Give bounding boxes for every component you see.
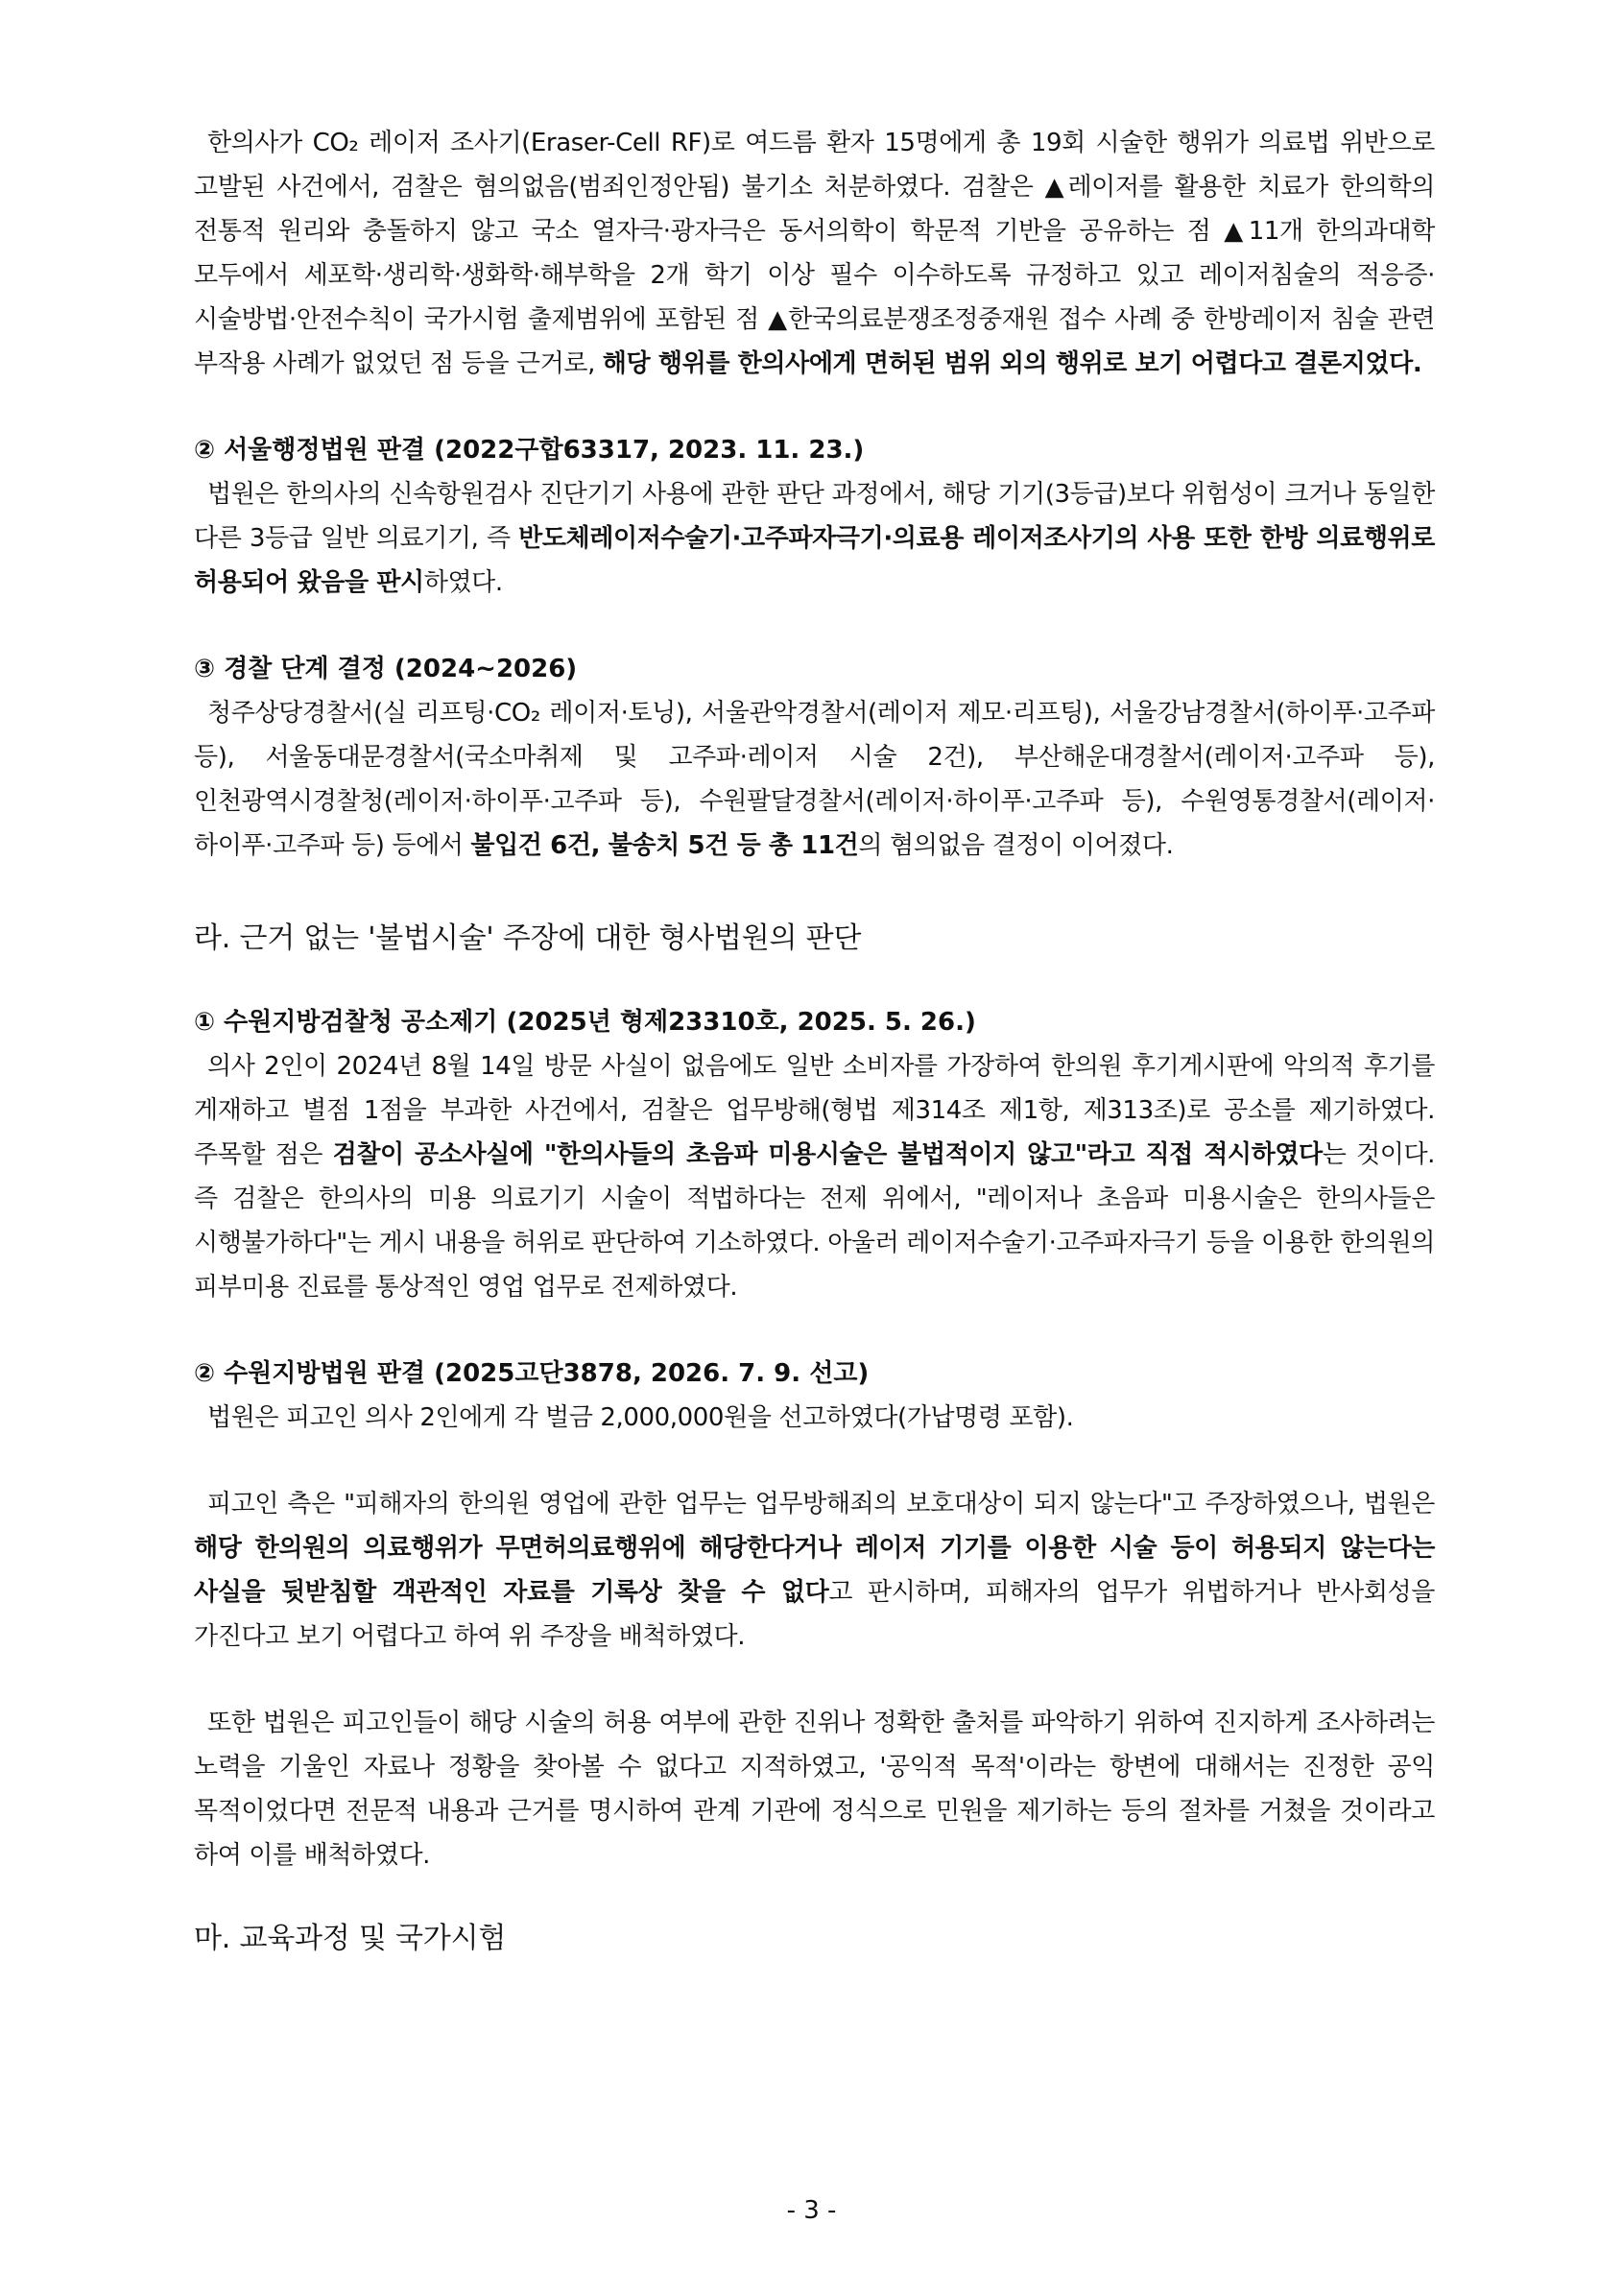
paragraph-text: 피고인 측은 "피해자의 한의원 영업에 관한 업무는 업무방해죄의 보호대상이 되지 않는다"고 주장하였으나, 법원은 — [207, 1490, 1435, 1519]
paragraph-text: 의 혐의없음 결정이 이어졌다. — [858, 831, 1174, 860]
subsection-suwon-prosecution — [194, 1000, 1435, 1309]
paragraph-emphasis: 불입건 6건, 불송치 5건 등 총 11건 — [470, 831, 859, 860]
paragraph-emphasis: 반도체레이저수술기·고주파자극기·의료용 레이저조사기의 사용 또한 한방 의료행위로 허용되어 왔음을 판시 — [194, 524, 1435, 597]
subsection-police-decisions — [194, 647, 1435, 868]
paragraph-text: 의사 2인이 2024년 8월 14일 방문 사실이 없음에도 일반 소비자를 가장하여 한의원 후기게시판에 악의적 후기를 게재하고 별점 1점을 부과한 사건에서, 검찰은 업무방해(형법 제314조 제1항, 제313조)로 공소를 제기하였다. 주목할 점은 — [194, 1052, 1435, 1169]
subsection-paragraph — [194, 1044, 1435, 1309]
subsection-heading: ③ 경찰 단계 결정 (2024~2026) — [194, 655, 578, 683]
subsection-seoul-admin-court — [194, 428, 1435, 605]
paragraph-text: 는 것이다. 즉 검찰은 한의사의 미용 의료기기 시술이 적법하다는 전제 위에서, "레이저나 초음파 미용시술은 한의사들은 시행불가하다"는 게시 내용을 허위로 판단하여 기소하였다. 아울러 레이저수술기·고주파자극기 등을 이용한 한의원의 피부미용 진료를 통상적인 영업 업무로 전제하였다. — [194, 1140, 1436, 1302]
section-title-ma: 마. 교육과정 및 국가시험 — [194, 1922, 507, 1955]
paragraph-emphasis: 해당 한의원의 의료행위가 무면허의료행위에 해당한다거나 레이저 기기를 이용한 시술 등이 허용되지 않는다는 사실을 뒷받침할 객관적인 자료를 기록상 찾을 수 없다 — [194, 1534, 1435, 1607]
subsection-paragraph — [194, 472, 1435, 605]
paragraph-public-interest: 또한 법원은 피고인들이 해당 시술의 허용 여부에 관한 진위나 정확한 출처를 파악하기 위하여 진지하게 조사하려는 노력을 기울인 자료나 정황을 찾아볼 수 없다고 지적하였고, '공익적 목적'이라는 항변에 대해서는 진정한 공익 목적이었다면 전문적 내용과 근거를 명시하여 관계 기관에 정식으로 민원을 제기하는 등의 절차를 거쳤을 것이라고 하여 이를 배척하였다. — [194, 1709, 1435, 1870]
paragraph-text: 고 판시하며, 피해자의 업무가 위법하거나 반사회성을 가진다고 보기 어렵다고 하여 위 주장을 배척하였다. — [194, 1578, 1435, 1651]
subsection-heading: ② 서울행정법원 판결 (2022구합63317, 2023. 11. 23.) — [194, 436, 865, 465]
subsection-heading: ① 수원지방검찰청 공소제기 (2025년 형제23310호, 2025. 5. 26.) — [194, 1008, 976, 1037]
paragraph-text: 한의사가 CO₂ 레이저 조사기(Eraser-Cell RF)로 여드름 환자 15명에게 총 19회 시술한 행위가 의료법 위반으로 고발된 사건에서, 검찰은 혐의없음(범죄인정안됨) 불기소 처분하였다. 검찰은 ▲레이저를 활용한 치료가 한의학의 전통적 원리와 충돌하지 않고 국소 열자극·광자극은 동서의학이 학문적 기반을 공유하는 점 ▲11개 한의과대학 모두에서 세포학·생리학·생화학·해부학을 2개 학기 이상 필수 이수하도록 규정하고 있고 레이저침술의 적응증·시술방법·안전수칙이 국가시험 출제범위에 포함된 점 ▲한국의료분쟁조정중재원 접수 사례 중 한방레이저 침술 관련 부작용 사례가 없었던 점 등을 근거로, — [194, 129, 1435, 378]
paragraph-emphasis: 해당 행위를 한의사에게 면허된 범위 외의 행위로 보기 어렵다고 결론지었다. — [602, 349, 1422, 378]
subsection-heading: ② 수원지방법원 판결 (2025고단3878, 2026. 7. 9. 선고) — [194, 1359, 870, 1388]
paragraph-text: 하였다. — [423, 568, 503, 597]
page-number: - 3 - — [786, 2196, 837, 2225]
paragraph-prosecution-decision — [194, 121, 1435, 386]
paragraph-defense-claim — [194, 1482, 1435, 1659]
subsection-paragraph: 법원은 피고인 의사 2인에게 각 벌금 2,000,000원을 선고하였다(가납명령 포함). — [207, 1403, 1074, 1432]
paragraph-text: 청주상당경찰서(실 리프팅·CO₂ 레이저·토닝), 서울관악경찰서(레이저 제모·리프팅), 서울강남경찰서(하이푸·고주파 등), 서울동대문경찰서(국소마취제 및 고주파·레이저 시술 2건), 부산해운대경찰서(레이저·고주파 등), 인천광역시경찰청(레이저·하이푸·고주파 등), 수원팔달경찰서(레이저·하이푸·고주파 등), 수원영통경찰서(레이저·하이푸·고주파 등) 등에서 — [194, 699, 1435, 860]
subsection-paragraph — [194, 691, 1435, 868]
section-title-ra: 라. 근거 없는 '불법시술' 주장에 대한 형사법원의 판단 — [194, 921, 862, 955]
document-body — [194, 121, 1435, 1962]
paragraph-emphasis: 검찰이 공소사실에 "한의사들의 초음파 미용시술은 불법적이지 않고"라고 직접 적시하였다 — [332, 1140, 1323, 1169]
subsection-suwon-court — [194, 1351, 1435, 1440]
paragraph-text: 법원은 한의사의 신속항원검사 진단기기 사용에 관한 판단 과정에서, 해당 기기(3등급)보다 위험성이 크거나 동일한 다른 3등급 일반 의료기기, 즉 — [194, 480, 1435, 553]
